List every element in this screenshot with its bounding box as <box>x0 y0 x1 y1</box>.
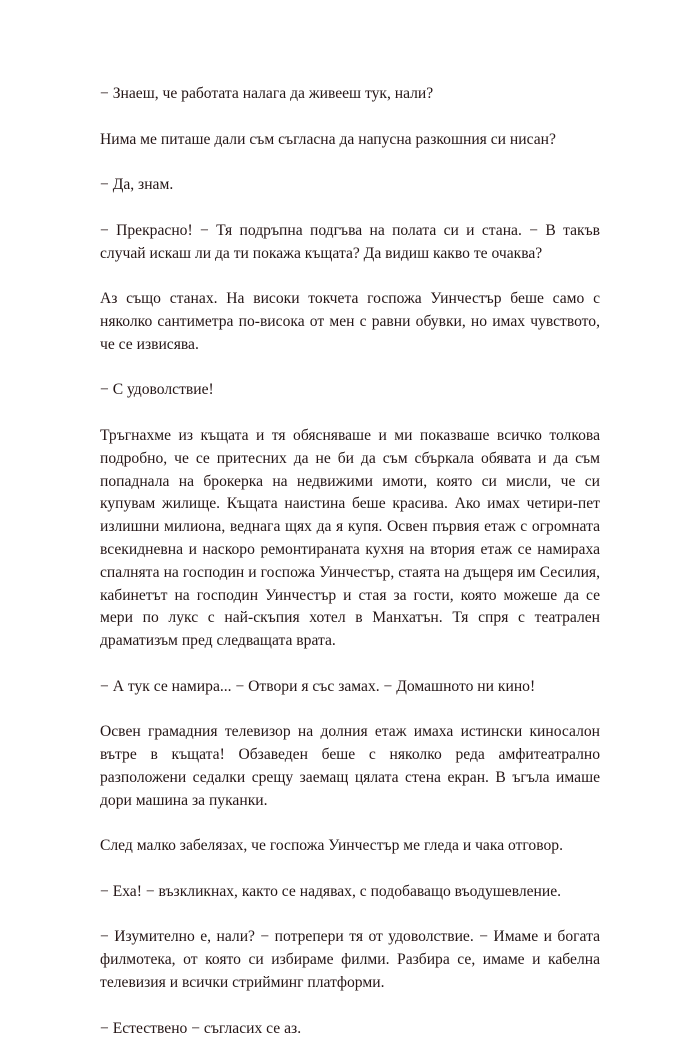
paragraph: − Естествено − съгласих се аз. <box>100 1019 302 1037</box>
paragraph: Освен грамадния телевизор на долния етаж имаха истински киносалон вътре в къщата! Обзаведен беше с няколко реда амфитеатрално разположени седалки срещу заемащ цялата стена екран. В ъгъла имаше дори машина за пуканки. <box>100 723 600 809</box>
paragraph: − Еха! − възкликнах, както се надявах, с подобаващо въодушевление. <box>100 882 562 900</box>
paragraph: − Знаеш, че работата налага да живееш тук, нали? <box>100 85 434 102</box>
paragraph: След малко забелязах, че госпожа Уинчестър ме гледа и чака отговор. <box>100 837 563 855</box>
paragraph: Нима ме питаше дали съм съгласна да напусна разкошния си нисан? <box>100 130 556 148</box>
paragraph: − Прекрасно! − Тя подръпна подгъва на полата си и стана. − В такъв случай искаш ли да ти покажа къщата? Да видиш какво те очаква? <box>100 221 600 262</box>
paragraph: − А тук се намира... − Отвори я със замах. − Домашното ни кино! <box>100 677 536 695</box>
paragraph: Аз също станах. На високи токчета госпожа Уинчестър беше само с няколко сантиметра по-висока от мен с равни обувки, но имах чувството, че се извисява. <box>100 290 600 353</box>
paragraph: − Изумително е, нали? − потрепери тя от удоволствие. − Имаме и богата филмотека, от която си избираме филми. Разбира се, имаме и кабелна телевизия и всички стрийминг платформи. <box>100 928 600 992</box>
paragraph: − С удоволствие! <box>100 381 214 399</box>
paragraph: − Да, знам. <box>100 176 174 194</box>
paragraph: Тръгнахме из къщата и тя обясняваше и ми показваше всичко толкова подробно, че се притесних да не би да съм сбъркала обявата и да съм попаднала на брокерка на недвижими имоти, която си мисли, че си купувам жилище. Къщата наистина беше красива. Ако имах четири-пет излишни милиона, веднага щях да я купя. Освен първия етаж с огромната всекидневна и наскоро ремонтираната кухня на втория етаж се намираха спалнята на господин и госпожа Уинчестър, стаята на дъщеря им Сесилия, кабинетът на господин Уинчестър и стая за гости, която можеше да се мери по лукс с най-скъпия хотел в Манхатън. Тя спря с театрален драматизъм пред следващата врата. <box>100 426 600 650</box>
